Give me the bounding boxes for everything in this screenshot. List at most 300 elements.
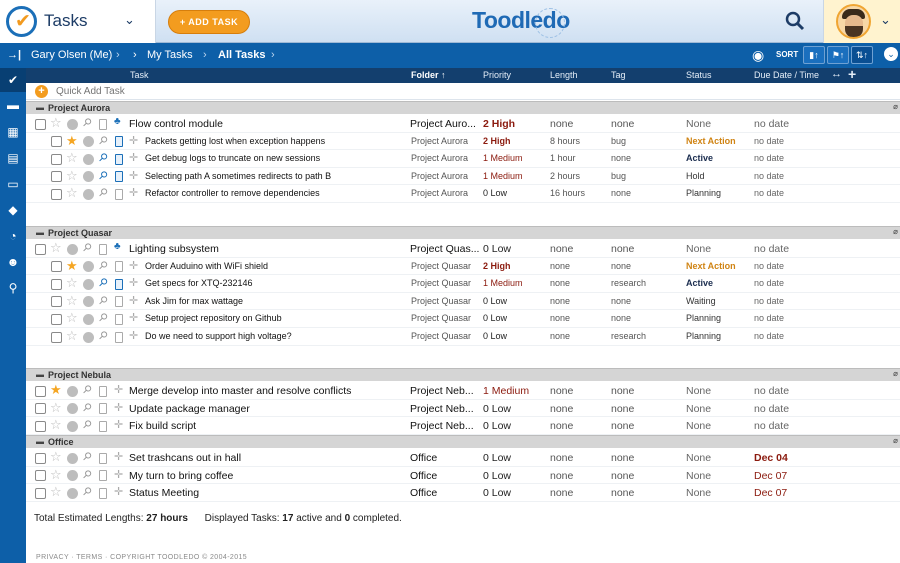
paperclip-icon[interactable]: ⚲: [79, 400, 94, 415]
task-name[interactable]: Lighting subsystem: [129, 243, 219, 255]
task-tag[interactable]: none: [611, 452, 635, 464]
timer-icon[interactable]: [83, 171, 94, 182]
task-tag[interactable]: none: [611, 385, 635, 397]
task-length[interactable]: none: [550, 331, 571, 341]
note-icon[interactable]: [115, 171, 123, 182]
timer-icon[interactable]: [83, 332, 94, 343]
task-row[interactable]: [26, 400, 900, 418]
paperclip-icon[interactable]: ⚲: [95, 133, 110, 148]
timer-icon[interactable]: [67, 470, 78, 481]
sort-folder-button[interactable]: ▮↑: [803, 46, 825, 64]
drag-handle-icon[interactable]: ✛: [129, 169, 139, 182]
inbox-icon[interactable]: ▭: [7, 177, 19, 191]
task-name[interactable]: Selecting path A sometimes redirects to path B: [145, 170, 332, 181]
brand-name: Toodledo: [472, 7, 570, 33]
task-due[interactable]: Dec 07: [754, 487, 788, 500]
task-status[interactable]: Waiting: [686, 295, 716, 306]
chevron-right-icon: ›: [133, 49, 137, 61]
task-status[interactable]: Hold: [686, 170, 705, 181]
task-priority[interactable]: 0 Low: [483, 295, 508, 306]
timer-icon[interactable]: [67, 244, 78, 255]
star-icon[interactable]: ☆: [50, 240, 62, 255]
task-status[interactable]: Active: [686, 153, 714, 164]
task-row[interactable]: [26, 240, 900, 258]
drag-handle-icon[interactable]: ✛: [129, 330, 139, 342]
timer-icon[interactable]: [83, 296, 94, 307]
copyright: COPYRIGHT TOODLEDO © 2004-2015: [110, 554, 248, 561]
timer-icon[interactable]: [83, 314, 94, 325]
group-toggle-icon[interactable]: ⌀: [893, 102, 898, 111]
eye-icon[interactable]: ◉: [752, 47, 765, 63]
displayed-label: Displayed Tasks:: [204, 513, 280, 524]
task-due[interactable]: no date: [754, 385, 790, 397]
task-status[interactable]: None: [686, 243, 712, 255]
task-length[interactable]: none: [550, 260, 571, 271]
task-tag[interactable]: none: [611, 295, 632, 306]
group-toggle-icon[interactable]: ⌀: [893, 227, 898, 236]
timer-icon[interactable]: [67, 453, 78, 464]
note-icon[interactable]: [115, 189, 123, 200]
task-tag[interactable]: none: [611, 153, 632, 164]
star-icon[interactable]: ☆: [50, 115, 62, 130]
paperclip-icon[interactable]: ⚲: [79, 484, 94, 500]
chevron-down-icon[interactable]: ⌄: [880, 12, 891, 27]
account-menu[interactable]: [823, 0, 900, 43]
task-due[interactable]: Dec 04: [754, 452, 788, 464]
star-icon[interactable]: ★: [66, 132, 78, 148]
note-icon[interactable]: [99, 453, 107, 464]
group-name: Project Aurora: [48, 103, 111, 113]
task-priority[interactable]: 1 Medium: [483, 385, 530, 397]
search-icon: [780, 8, 810, 34]
star-icon[interactable]: ☆: [50, 466, 62, 482]
complete-checkbox[interactable]: [51, 261, 62, 272]
sort-order-button[interactable]: ⇅↑: [851, 46, 873, 64]
task-row[interactable]: [26, 467, 900, 485]
task-folder[interactable]: Project Quasar: [411, 278, 472, 289]
search-icon[interactable]: ⚲: [8, 281, 18, 295]
task-status[interactable]: None: [686, 420, 712, 433]
task-length[interactable]: none: [550, 402, 574, 415]
task-row[interactable]: [26, 115, 900, 133]
folder-icon[interactable]: ▬: [7, 98, 19, 112]
star-icon[interactable]: ☆: [66, 150, 78, 166]
chevron-down-icon[interactable]: ⌄: [884, 47, 898, 61]
task-row[interactable]: [26, 484, 900, 502]
timer-icon[interactable]: [83, 136, 94, 147]
task-priority[interactable]: 0 Low: [483, 452, 512, 464]
paperclip-icon[interactable]: ⚲: [95, 150, 110, 166]
task-tag[interactable]: none: [611, 402, 635, 415]
task-name[interactable]: Ask Jim for max wattage: [145, 295, 244, 306]
complete-checkbox[interactable]: [35, 421, 46, 432]
timer-icon[interactable]: [83, 189, 94, 200]
breadcrumb-user[interactable]: Gary Olsen (Me): [31, 49, 113, 61]
task-row[interactable]: [26, 168, 900, 186]
complete-checkbox[interactable]: [51, 332, 62, 343]
note-icon[interactable]: [99, 119, 107, 130]
task-row[interactable]: [26, 382, 900, 400]
note-icon[interactable]: [115, 154, 123, 165]
task-row[interactable]: [26, 310, 900, 328]
app-switcher[interactable]: [0, 0, 156, 43]
task-row[interactable]: [26, 417, 900, 435]
task-length[interactable]: none: [550, 420, 574, 433]
paperclip-icon[interactable]: ⚲: [79, 467, 94, 482]
task-due[interactable]: no date: [754, 135, 785, 146]
complete-checkbox[interactable]: [51, 296, 62, 307]
group-toggle-icon[interactable]: ⌀: [893, 436, 898, 445]
task-length[interactable]: none: [550, 313, 571, 324]
task-folder[interactable]: Project Aurora: [411, 135, 469, 146]
task-priority[interactable]: 1 Medium: [483, 278, 523, 289]
col-tag[interactable]: Tag: [611, 70, 626, 80]
note-icon[interactable]: [115, 279, 123, 290]
task-priority[interactable]: 0 Low: [483, 402, 512, 415]
group-header[interactable]: [26, 101, 900, 114]
task-name[interactable]: Status Meeting: [129, 487, 200, 500]
task-priority[interactable]: 2 High: [483, 118, 516, 130]
paperclip-icon[interactable]: ⚲: [95, 275, 110, 291]
star-icon[interactable]: ☆: [66, 185, 78, 201]
task-due[interactable]: no date: [754, 260, 785, 271]
task-priority[interactable]: 0 Low: [483, 420, 512, 433]
task-tag[interactable]: research: [611, 278, 647, 289]
task-row[interactable]: [26, 449, 900, 467]
task-row[interactable]: [26, 328, 900, 346]
task-length[interactable]: none: [550, 295, 571, 306]
task-name[interactable]: Setup project repository on Github: [145, 313, 282, 324]
star-icon[interactable]: ★: [50, 382, 62, 397]
drag-handle-icon[interactable]: ✛: [129, 187, 139, 200]
task-status[interactable]: None: [686, 385, 712, 397]
note-icon[interactable]: [115, 332, 123, 343]
drag-handle-icon[interactable]: ✛: [114, 419, 124, 432]
checkmark-icon[interactable]: ✔: [0, 68, 26, 92]
drag-handle-icon[interactable]: ✛: [114, 451, 124, 463]
task-due[interactable]: no date: [754, 420, 790, 433]
task-priority[interactable]: 1 Medium: [483, 170, 523, 181]
paperclip-icon[interactable]: ⚲: [95, 293, 110, 308]
paperclip-icon[interactable]: ⚲: [95, 328, 110, 343]
task-name[interactable]: Merge develop into master and resolve conflicts: [129, 385, 352, 397]
paperclip-icon[interactable]: ⚲: [95, 258, 110, 273]
task-tag[interactable]: none: [611, 313, 632, 324]
grid-icon[interactable]: ▤: [7, 151, 19, 165]
task-row[interactable]: [26, 258, 900, 276]
task-folder[interactable]: Project Aurora: [411, 153, 469, 164]
col-priority[interactable]: Priority: [483, 70, 512, 80]
quick-add-bar: [26, 83, 900, 100]
timer-icon[interactable]: [67, 119, 78, 130]
task-due[interactable]: no date: [754, 188, 785, 199]
task-due[interactable]: no date: [754, 331, 785, 341]
col-length[interactable]: Length: [550, 70, 578, 80]
task-row[interactable]: [26, 150, 900, 168]
task-status[interactable]: None: [686, 452, 712, 464]
paperclip-icon[interactable]: ⚲: [79, 449, 94, 464]
add-task-button[interactable]: + ADD TASK: [168, 10, 250, 34]
complete-checkbox[interactable]: [51, 154, 62, 165]
complete-checkbox[interactable]: [51, 314, 62, 325]
task-tag[interactable]: none: [611, 469, 635, 482]
star-icon[interactable]: ☆: [66, 275, 78, 291]
task-priority[interactable]: 1 Medium: [483, 153, 523, 164]
drag-handle-icon[interactable]: ✛: [129, 294, 139, 307]
terms-link[interactable]: TERMS: [76, 554, 103, 561]
star-icon[interactable]: ☆: [66, 310, 78, 326]
search-button[interactable]: [780, 8, 810, 34]
footer: PRIVACY · TERMS · COPYRIGHT TOODLEDO © 2004-2015: [36, 554, 248, 561]
add-column-icon[interactable]: +: [848, 66, 857, 82]
task-folder[interactable]: Office: [410, 469, 438, 482]
col-task[interactable]: Task: [130, 70, 149, 80]
paperclip-icon[interactable]: ⚲: [79, 382, 94, 397]
complete-checkbox[interactable]: [51, 171, 62, 182]
task-tag[interactable]: none: [611, 487, 635, 500]
drag-handle-icon[interactable]: ✛: [129, 152, 139, 165]
task-priority[interactable]: 0 Low: [483, 469, 512, 482]
timer-icon[interactable]: [83, 261, 94, 272]
task-status[interactable]: None: [686, 118, 712, 130]
task-folder[interactable]: Project Quasar: [411, 260, 472, 271]
timer-icon[interactable]: [67, 386, 78, 397]
task-tag[interactable]: none: [611, 420, 635, 433]
paperclip-icon[interactable]: ⚲: [95, 168, 110, 183]
task-status[interactable]: None: [686, 487, 712, 500]
task-due[interactable]: no date: [754, 153, 785, 164]
note-icon[interactable]: [99, 421, 107, 432]
group-header[interactable]: [26, 226, 900, 239]
star-icon[interactable]: ☆: [50, 417, 62, 433]
top-bar: [0, 0, 900, 43]
task-priority[interactable]: 2 High: [483, 135, 511, 146]
timer-icon[interactable]: [83, 154, 94, 165]
task-priority[interactable]: 0 Low: [483, 487, 512, 500]
task-due[interactable]: no date: [754, 295, 785, 306]
paperclip-icon[interactable]: ⚲: [79, 115, 94, 130]
task-row[interactable]: [26, 275, 900, 293]
subtasks-icon[interactable]: ♣: [114, 116, 121, 127]
star-icon[interactable]: ☆: [50, 449, 62, 464]
col-due[interactable]: Due Date / Time: [754, 70, 820, 80]
task-status[interactable]: Next Action: [686, 135, 736, 146]
task-due[interactable]: no date: [754, 278, 785, 289]
note-icon[interactable]: [115, 136, 123, 147]
task-folder[interactable]: Office: [410, 452, 438, 464]
task-status[interactable]: Planning: [686, 313, 722, 324]
note-icon[interactable]: [115, 314, 123, 325]
drag-handle-icon[interactable]: ✛: [114, 384, 124, 396]
complete-checkbox[interactable]: [35, 470, 46, 481]
task-name[interactable]: Set trashcans out in hall: [129, 452, 242, 464]
drag-handle-icon[interactable]: ✛: [129, 134, 139, 147]
task-folder[interactable]: Project Neb...: [410, 420, 474, 433]
timer-icon[interactable]: [67, 421, 78, 432]
sort-tag-button[interactable]: ⚑↑: [827, 46, 849, 64]
task-due[interactable]: no date: [754, 170, 785, 181]
task-folder[interactable]: Project Neb...: [410, 402, 474, 415]
task-folder[interactable]: Project Neb...: [410, 385, 474, 397]
task-folder[interactable]: Project Aurora: [411, 170, 469, 181]
task-tag[interactable]: bug: [611, 170, 627, 181]
complete-checkbox[interactable]: [35, 119, 46, 130]
task-name[interactable]: Order Auduino with WiFi shield: [145, 260, 269, 271]
task-folder[interactable]: Project Quasar: [411, 331, 472, 341]
timer-icon[interactable]: [83, 279, 94, 290]
subtasks-icon[interactable]: ♣: [114, 241, 121, 252]
star-icon[interactable]: ☆: [66, 292, 78, 308]
privacy-link[interactable]: PRIVACY: [36, 554, 69, 561]
tag-icon[interactable]: ◆: [8, 203, 18, 217]
paperclip-icon[interactable]: ⚲: [95, 186, 110, 201]
complete-checkbox[interactable]: [35, 488, 46, 499]
calendar-icon[interactable]: ▦: [7, 125, 19, 139]
tasks-logo-icon: ✔: [6, 6, 37, 37]
breadcrumb-all-tasks[interactable]: All Tasks: [218, 49, 266, 61]
task-status[interactable]: Planning: [686, 331, 722, 341]
quick-add-input[interactable]: [56, 85, 356, 98]
task-status[interactable]: None: [686, 469, 712, 482]
sidebar: [0, 68, 26, 563]
star-icon[interactable]: ☆: [50, 399, 62, 415]
task-length[interactable]: 8 hours: [550, 135, 581, 146]
complete-checkbox[interactable]: [51, 189, 62, 200]
note-icon[interactable]: [99, 470, 107, 481]
task-tag[interactable]: none: [611, 243, 635, 255]
task-status[interactable]: Next Action: [686, 260, 736, 271]
star-icon[interactable]: ☆: [50, 484, 62, 500]
task-priority[interactable]: 0 Low: [483, 331, 508, 341]
task-due[interactable]: no date: [754, 118, 790, 130]
task-length[interactable]: none: [550, 278, 571, 289]
drag-handle-icon[interactable]: ✛: [114, 401, 124, 414]
task-name[interactable]: Do we need to support high voltage?: [145, 331, 292, 341]
task-priority[interactable]: 0 Low: [483, 313, 508, 324]
column-header: [26, 68, 900, 83]
chevron-down-icon[interactable]: ⌄: [124, 12, 135, 27]
collapse-right-icon[interactable]: →|: [7, 49, 22, 61]
complete-checkbox[interactable]: [35, 244, 46, 255]
note-icon[interactable]: [99, 403, 107, 414]
task-tag[interactable]: none: [611, 260, 632, 271]
task-name[interactable]: My turn to bring coffee: [129, 469, 234, 482]
task-folder[interactable]: Project Auro...: [410, 118, 476, 130]
note-icon[interactable]: [115, 296, 123, 307]
active-label: active and: [296, 513, 342, 524]
timer-icon[interactable]: [67, 488, 78, 499]
task-folder[interactable]: Project Quasar: [411, 313, 472, 324]
note-icon[interactable]: [115, 261, 123, 272]
folder-icon: ▬: [36, 228, 44, 237]
task-tag[interactable]: none: [611, 188, 632, 199]
resize-columns-icon[interactable]: ↔: [831, 68, 842, 80]
task-name[interactable]: Get specs for XTQ-232146: [145, 278, 253, 289]
task-status[interactable]: Planning: [686, 188, 722, 199]
note-icon[interactable]: [99, 386, 107, 397]
people-icon[interactable]: ☻: [6, 255, 20, 269]
task-folder[interactable]: Project Quas...: [410, 243, 480, 255]
task-due[interactable]: Dec 07: [754, 469, 788, 482]
clock-icon[interactable]: ◔: [9, 229, 17, 243]
drag-handle-icon[interactable]: ✛: [129, 259, 139, 272]
group-header[interactable]: [26, 368, 900, 381]
task-length[interactable]: 2 hours: [550, 170, 581, 181]
group-toggle-icon[interactable]: ⌀: [893, 369, 898, 378]
timer-icon[interactable]: [67, 403, 78, 414]
complete-checkbox[interactable]: [51, 136, 62, 147]
task-length[interactable]: none: [550, 385, 574, 397]
avatar[interactable]: [836, 4, 871, 39]
note-icon[interactable]: [99, 488, 107, 499]
task-name[interactable]: Packets getting lost when exception happens: [145, 135, 326, 146]
task-folder[interactable]: Project Aurora: [411, 188, 469, 199]
drag-handle-icon[interactable]: ✛: [129, 277, 139, 290]
complete-checkbox[interactable]: [35, 453, 46, 464]
task-due[interactable]: no date: [754, 313, 785, 324]
task-name[interactable]: Fix build script: [129, 420, 197, 433]
task-length[interactable]: none: [550, 487, 574, 500]
task-priority[interactable]: 0 Low: [483, 188, 508, 199]
task-tag[interactable]: none: [611, 118, 635, 130]
task-tag[interactable]: research: [611, 331, 647, 341]
task-due[interactable]: no date: [754, 402, 790, 415]
task-row[interactable]: [26, 185, 900, 203]
star-icon[interactable]: ★: [66, 257, 78, 273]
task-folder[interactable]: Project Quasar: [411, 295, 472, 306]
task-length[interactable]: none: [550, 469, 574, 482]
complete-checkbox[interactable]: [51, 279, 62, 290]
complete-checkbox[interactable]: [35, 403, 46, 414]
star-icon[interactable]: ☆: [66, 328, 78, 343]
task-name[interactable]: Flow control module: [129, 118, 223, 130]
complete-checkbox[interactable]: [35, 386, 46, 397]
task-name[interactable]: Refactor controller to remove dependencies: [145, 188, 320, 199]
paperclip-icon[interactable]: ⚲: [79, 240, 94, 255]
task-status[interactable]: Active: [686, 278, 714, 289]
task-length[interactable]: none: [550, 243, 574, 255]
plus-icon[interactable]: +: [35, 85, 48, 98]
task-tag[interactable]: bug: [611, 135, 627, 146]
folder-icon: ▬: [36, 437, 44, 446]
drag-handle-icon[interactable]: ✛: [114, 468, 124, 481]
drag-handle-icon[interactable]: ✛: [129, 312, 139, 325]
task-priority[interactable]: 0 Low: [483, 243, 512, 255]
task-priority[interactable]: 2 High: [483, 260, 511, 271]
task-length[interactable]: 1 hour: [550, 153, 576, 164]
drag-handle-icon[interactable]: ✛: [114, 486, 124, 499]
paperclip-icon[interactable]: ⚲: [95, 311, 110, 326]
chevron-right-icon: ›: [203, 49, 207, 61]
task-status[interactable]: None: [686, 402, 712, 415]
task-name[interactable]: Update package manager: [129, 402, 250, 415]
task-row[interactable]: [26, 133, 900, 151]
star-icon[interactable]: ☆: [66, 167, 78, 183]
task-length[interactable]: none: [550, 118, 574, 130]
breadcrumb-my-tasks[interactable]: My Tasks: [147, 49, 193, 61]
group-header[interactable]: [26, 435, 900, 448]
paperclip-icon[interactable]: ⚲: [79, 417, 94, 433]
task-length[interactable]: none: [550, 452, 574, 464]
task-due[interactable]: no date: [754, 243, 790, 255]
col-folder[interactable]: Folder ↑: [411, 70, 446, 80]
task-row[interactable]: [26, 293, 900, 311]
task-length[interactable]: 16 hours: [550, 188, 586, 199]
note-icon[interactable]: [99, 244, 107, 255]
task-name[interactable]: Get debug logs to truncate on new sessions: [145, 153, 321, 164]
task-folder[interactable]: Office: [410, 487, 438, 500]
col-status[interactable]: Status: [686, 70, 712, 80]
